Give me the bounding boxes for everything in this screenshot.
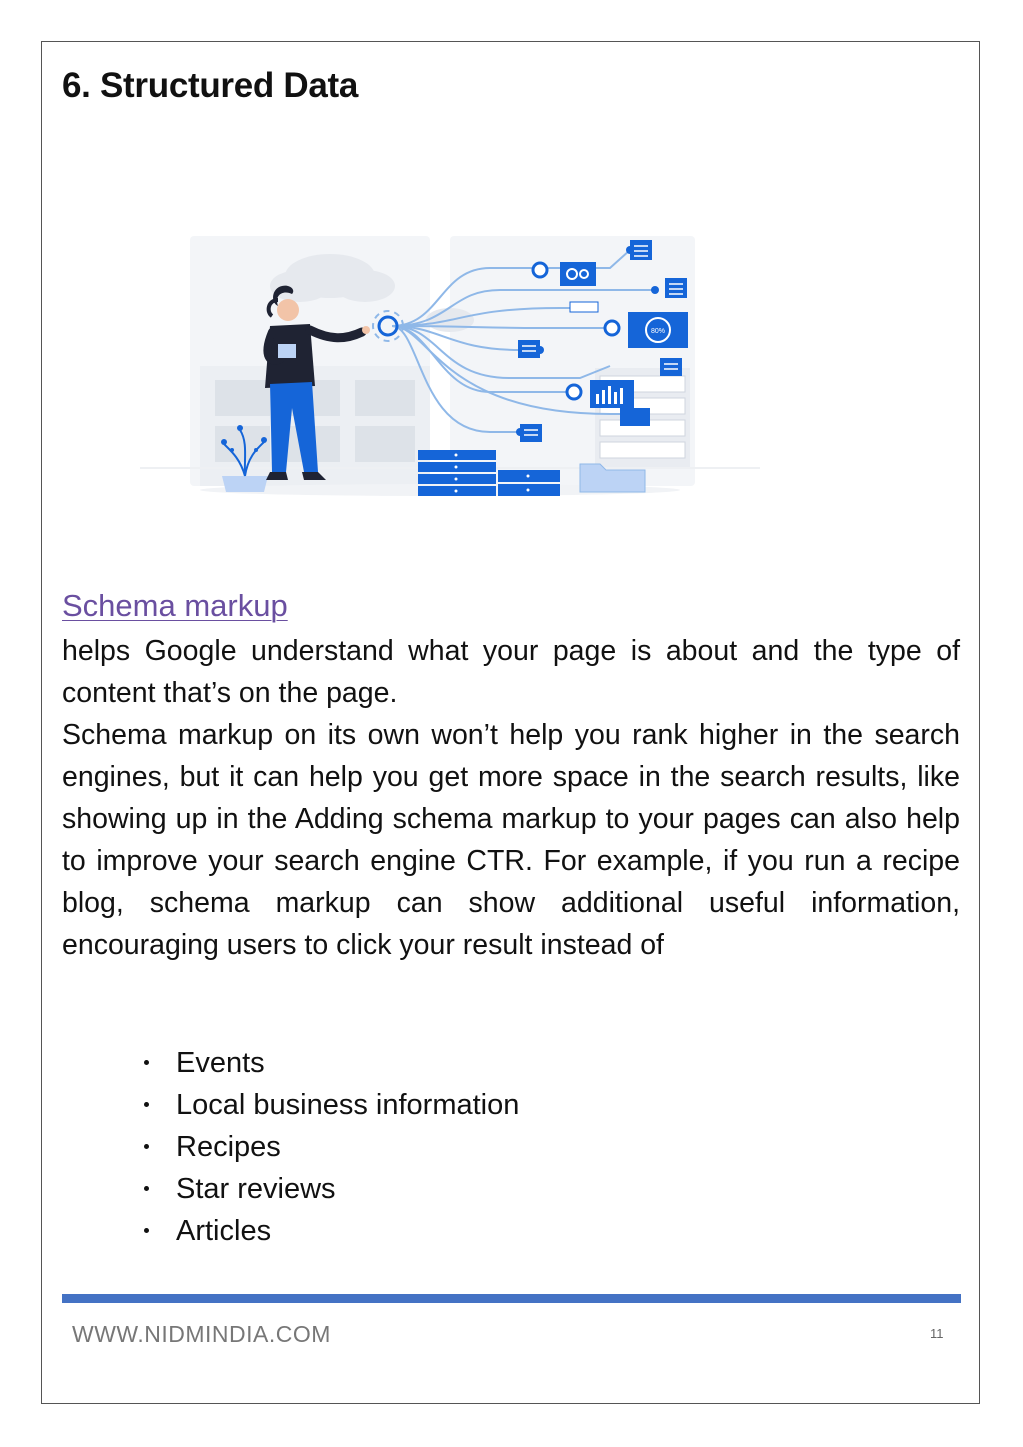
body-text bbox=[62, 630, 960, 966]
bullet-dot-icon bbox=[144, 1060, 149, 1065]
list-item bbox=[140, 1042, 519, 1084]
list-item-label: Local business information bbox=[176, 1089, 520, 1121]
list-item bbox=[140, 1168, 519, 1210]
list-item bbox=[140, 1084, 519, 1126]
bullet-dot-icon bbox=[144, 1102, 149, 1107]
list-item-label: Events bbox=[176, 1047, 265, 1079]
list-item-label: Star reviews bbox=[176, 1173, 336, 1205]
gauge-label: 80% bbox=[650, 328, 666, 335]
page-number: 11 bbox=[930, 1326, 944, 1341]
paragraph-intro: helps Google understand what your page is about and the type of content that’s on the page. bbox=[62, 635, 960, 709]
list-item bbox=[140, 1126, 519, 1168]
page-title: 6. Structured Data bbox=[62, 66, 359, 105]
list-item bbox=[140, 1210, 519, 1252]
structured-data-illustration bbox=[140, 228, 760, 508]
paragraph-details: Schema markup on its own won’t help you rank higher in the search engines, but it can help you get more space in the search results, like showing up in the Adding schema markup to your pages can also help to improve your search engine CTR. For example, if you run a recipe blog, schema markup can show additional useful information, encouraging users to click your result instead of bbox=[62, 719, 960, 961]
bullet-list bbox=[140, 1042, 519, 1252]
bullet-dot-icon bbox=[144, 1186, 149, 1191]
list-item-label: Articles bbox=[176, 1215, 272, 1247]
footer-divider bbox=[62, 1294, 961, 1303]
bullet-dot-icon bbox=[144, 1144, 149, 1149]
schema-markup-link[interactable]: Schema markup bbox=[62, 588, 288, 623]
list-item-label: Recipes bbox=[176, 1131, 281, 1163]
footer-url: WWW.NIDMINDIA.COM bbox=[72, 1321, 331, 1347]
bullet-dot-icon bbox=[144, 1228, 149, 1233]
